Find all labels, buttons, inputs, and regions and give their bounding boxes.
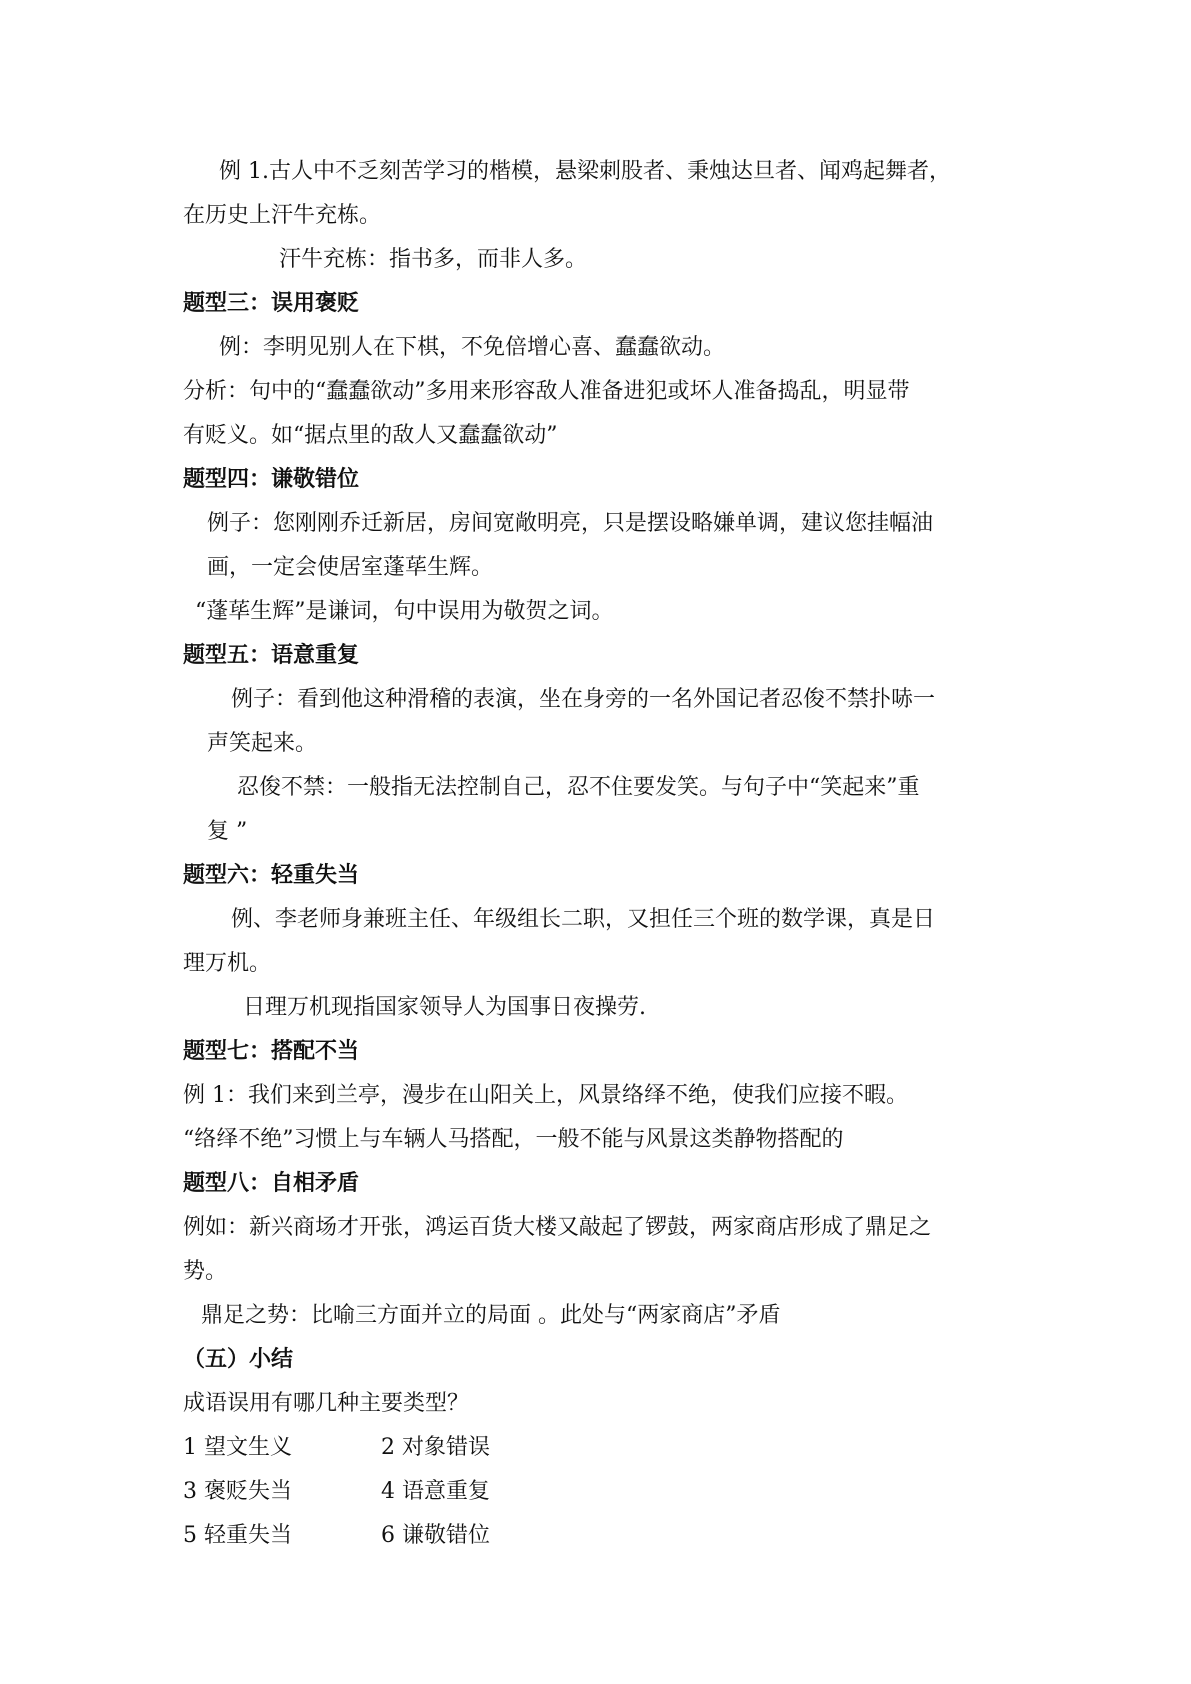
note-type-4: “蓬荜生辉”是谦词，句中误用为敬贺之词。: [195, 599, 614, 624]
example-1-line-2: 在历史上汗牛充栋。: [183, 203, 382, 228]
heading-type-5: 题型五：语意重复: [183, 643, 360, 668]
heading-type-3: 题型三：误用褒贬: [183, 291, 360, 316]
note-type-7: “络绎不绝”习惯上与车辆人马搭配，一般不能与风景这类静物搭配的: [183, 1127, 844, 1152]
example-type-3: 例：李明见别人在下棋，不免倍增心喜、蠢蠢欲动。: [219, 335, 726, 360]
summary-item-3: 3 褒贬失当: [183, 1479, 292, 1504]
note-type-6: 日理万机现指国家领导人为国事日夜操劳.: [243, 995, 646, 1020]
note-type-5-line-1: 忍俊不禁：一般指无法控制自己，忍不住要发笑。与句子中“笑起来”重: [237, 775, 920, 800]
summary-item-5: 5 轻重失当: [183, 1523, 292, 1548]
document-page: [183, 150, 1023, 1558]
example-type-4-line-1: 例子：您刚刚乔迁新居，房间宽敞明亮，只是摆设略嫌单调，建议您挂幅油: [207, 511, 934, 536]
example-type-7: 例 1：我们来到兰亭，漫步在山阳关上，风景络绎不绝，使我们应接不暇。: [183, 1083, 908, 1108]
summary-heading: （五）小结: [183, 1347, 294, 1372]
heading-type-8: 题型八：自相矛盾: [183, 1171, 360, 1196]
heading-type-4: 题型四：谦敬错位: [183, 467, 360, 492]
analysis-type-3-line-2: 有贬义。如“据点里的敌人又蠢蠢欲动”: [183, 423, 558, 448]
summary-item-1: 1 望文生义: [183, 1435, 292, 1460]
summary-item-4: 4 语意重复: [381, 1479, 490, 1504]
example-type-5-line-2: 声笑起来。: [207, 731, 318, 756]
summary-item-2: 2 对象错误: [381, 1435, 490, 1460]
heading-type-6: 题型六：轻重失当: [183, 863, 360, 888]
analysis-type-3-line-1: 分析：句中的“蠢蠢欲动”多用来形容敌人准备进犯或坏人准备捣乱，明显带: [183, 379, 910, 404]
example-type-6-line-1: 例、李老师身兼班主任、年级组长二职，又担任三个班的数学课，真是日: [231, 907, 936, 932]
summary-row-2: [183, 1470, 1023, 1514]
note-type-5-line-2: 复 ”: [207, 819, 248, 844]
summary-item-6: 6 谦敬错位: [381, 1523, 490, 1548]
example-type-5-line-1: 例子：看到他这种滑稽的表演，坐在身旁的一名外国记者忍俊不禁扑哧一: [231, 687, 936, 712]
note-type-8: 鼎足之势：比喻三方面并立的局面 。此处与“两家商店”矛盾: [201, 1303, 781, 1328]
example-1-note: 汗牛充栋：指书多，而非人多。: [279, 247, 588, 272]
summary-row-1: [183, 1426, 1023, 1470]
summary-question: 成语误用有哪几种主要类型？: [183, 1391, 470, 1416]
example-type-4-line-2: 画，一定会使居室蓬荜生辉。: [207, 555, 494, 580]
example-type-6-line-2: 理万机。: [183, 951, 272, 976]
example-type-8-line-1: 例如：新兴商场才开张，鸿运百货大楼又敲起了锣鼓，两家商店形成了鼎足之: [183, 1215, 932, 1240]
example-1-line-1: 例 1.古人中不乏刻苦学习的楷模，悬梁刺股者、秉烛达旦者、闻鸡起舞者，: [219, 159, 951, 184]
example-type-8-line-2: 势。: [183, 1259, 228, 1284]
heading-type-7: 题型七：搭配不当: [183, 1039, 360, 1064]
summary-row-3: [183, 1514, 1023, 1558]
